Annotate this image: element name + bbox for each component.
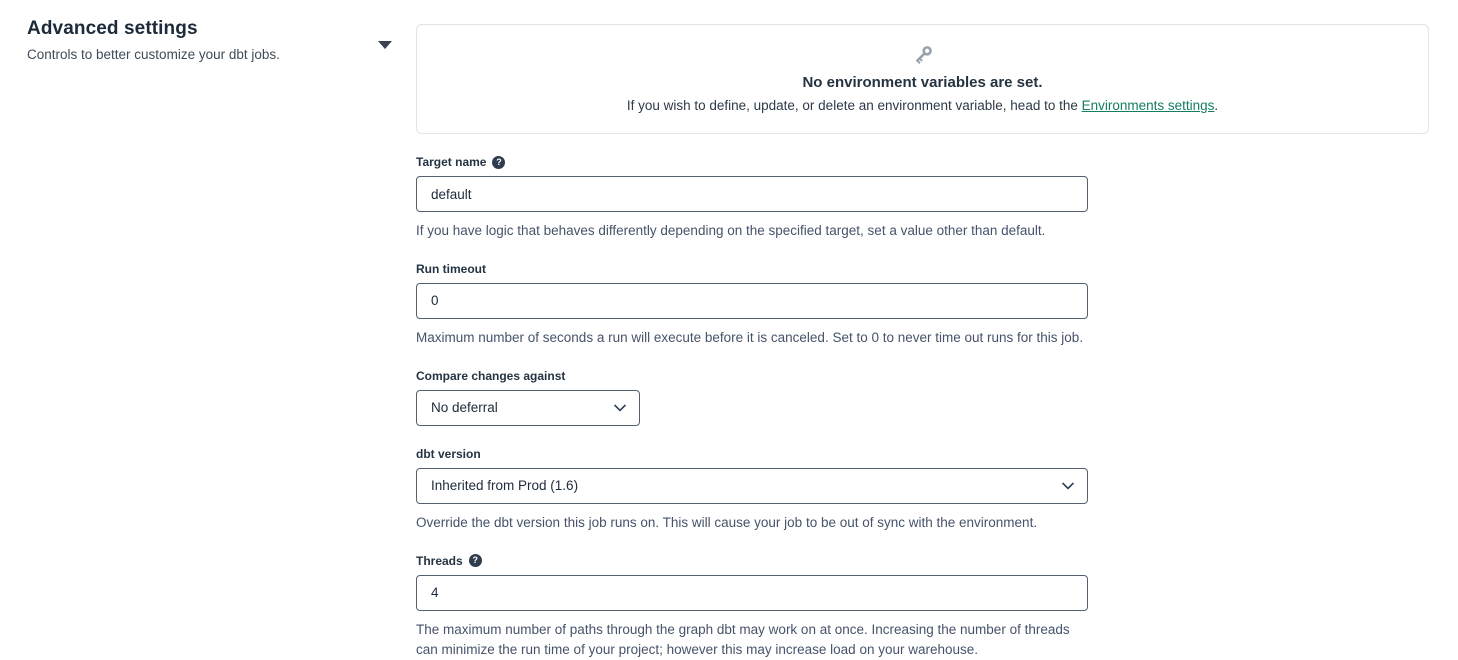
target-name-input[interactable] [416, 176, 1088, 212]
section-header [27, 18, 372, 62]
chevron-down-icon [1062, 482, 1074, 490]
threads-input[interactable] [416, 575, 1088, 611]
run-timeout-helper: Maximum number of seconds a run will execute before it is canceled. Set to 0 to never time out runs for this job. [416, 329, 1084, 345]
compare-changes-selected-value: No deferral [431, 400, 498, 416]
threads-field-group [416, 554, 1088, 660]
env-vars-empty-state-card [416, 24, 1429, 134]
env-vars-body-text: If you wish to define, update, or delete an environment variable, head to the [626, 98, 1082, 113]
dbt-version-label [416, 447, 1088, 461]
dbt-version-label-text: dbt version [416, 446, 481, 461]
caret-down-icon[interactable] [378, 41, 392, 49]
help-icon[interactable]: ? [492, 156, 505, 169]
env-vars-body-suffix: . [1214, 98, 1219, 113]
advanced-settings-panel [416, 24, 1429, 660]
target-name-label-text: Target name [416, 155, 487, 169]
env-vars-empty-title: No environment variables are set. [802, 74, 1043, 91]
threads-helper: The maximum number of paths through the graph dbt may work on at once. Increasing the number of threads can minimize the run time of your project; however this may increase load on your warehouse. [416, 621, 1070, 657]
compare-changes-label-text: Compare changes against [416, 368, 566, 383]
compare-changes-field-group [416, 369, 1088, 426]
target-name-label [416, 155, 1088, 169]
run-timeout-input[interactable] [416, 283, 1088, 319]
dbt-version-select[interactable] [416, 468, 1088, 504]
environments-settings-link[interactable]: Environments settings [1081, 98, 1215, 113]
page-title: Advanced settings [27, 18, 198, 39]
dbt-version-helper: Override the dbt version this job runs on. This will cause your job to be out of sync with the environment. [416, 514, 1038, 530]
threads-label-text: Threads [416, 553, 463, 568]
run-timeout-label [416, 262, 1088, 276]
env-vars-empty-body [437, 98, 1408, 113]
run-timeout-field-group [416, 262, 1088, 348]
run-timeout-label-text: Run timeout [416, 261, 486, 276]
help-icon[interactable]: ? [469, 554, 482, 567]
chevron-down-icon [614, 404, 626, 412]
threads-label [416, 554, 1088, 568]
compare-changes-label [416, 369, 1088, 383]
page-subtitle: Controls to better customize your dbt jobs. [27, 47, 280, 62]
target-name-field-group [416, 155, 1088, 241]
compare-changes-select[interactable] [416, 390, 640, 426]
dbt-version-field-group [416, 447, 1088, 533]
dbt-version-selected-value: Inherited from Prod (1.6) [431, 478, 579, 494]
key-icon [437, 42, 1408, 68]
target-name-helper: If you have logic that behaves differently depending on the specified target, set a value other than default. [416, 223, 1046, 238]
